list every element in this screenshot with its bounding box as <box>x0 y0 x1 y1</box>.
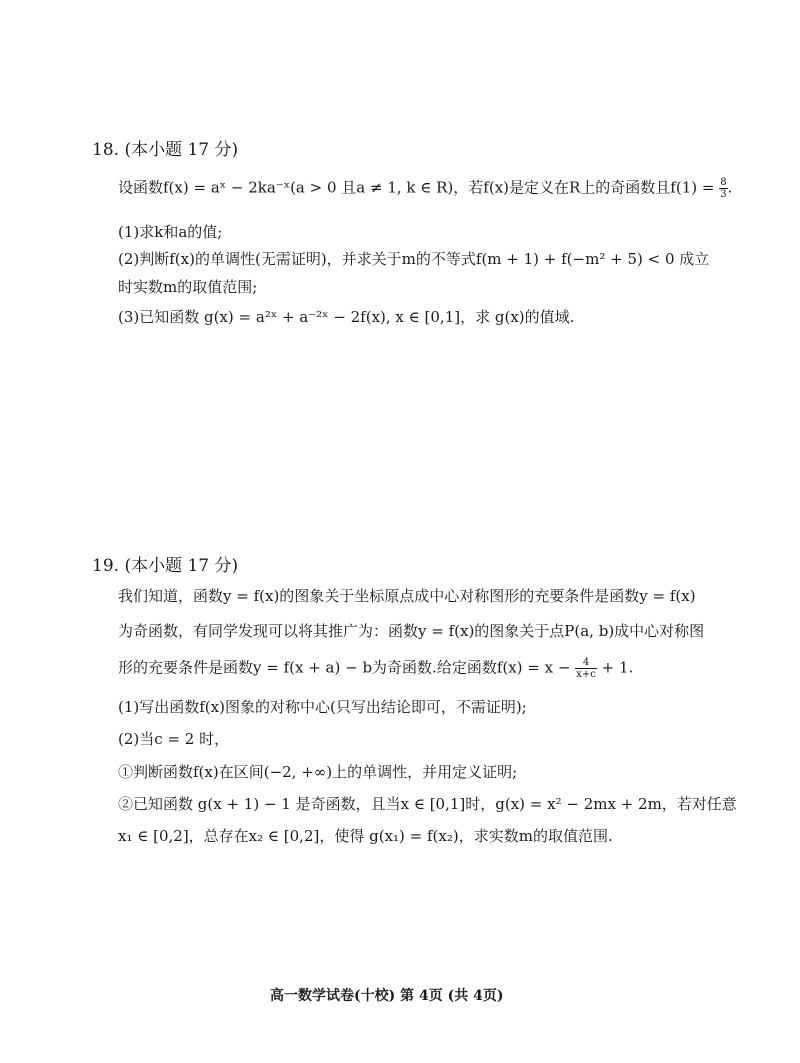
q19-fraction <box>575 657 597 680</box>
q18-frac-den: 3 <box>720 189 727 200</box>
q19-para-line3-pre: 形的充要条件是函数y = f(x + a) − b为奇函数.给定函数f(x) = x − <box>118 658 571 677</box>
q18-frac-num: 8 <box>720 177 727 188</box>
q18-stem-text: 设函数f(x) = aˣ − 2ka⁻ˣ(a > 0 且a ≠ 1, k ∈ R)，若f(x)是定义在R上的奇函数且f(1) = <box>118 178 715 197</box>
page-footer: 高一数学试卷(十校) 第 4页 (共 4页) <box>270 988 504 1004</box>
q19-title: 19. (本小题 17 分) <box>92 556 239 576</box>
q18-part1: (1)求k和a的值; <box>118 223 223 241</box>
q19-frac-den: x+c <box>576 669 596 680</box>
q19-sub2-line2: x₁ ∈ [0,2]，总存在x₂ ∈ [0,2]，使得 g(x₁) = f(x₂)，求实数m的取值范围. <box>118 827 613 845</box>
q19-para-line2: 为奇函数，有同学发现可以将其推广为：函数y = f(x)的图象关于点P(a, b)成中心对称图 <box>118 622 705 640</box>
q19-sub1: ①判断函数f(x)在区间(−2, +∞)上的单调性，并用定义证明; <box>118 763 518 781</box>
q19-para-line3-post: + 1. <box>601 658 634 677</box>
q19-part1: (1)写出函数f(x)图象的对称中心(只写出结论即可，不需证明); <box>118 698 527 716</box>
q18-title: 18. (本小题 17 分) <box>92 140 239 160</box>
q18-stem-fraction <box>719 177 727 200</box>
q18-part2-line1: (2)判断f(x)的单调性(无需证明)，并求关于m的不等式f(m + 1) + f(−m² + 5) < 0 成立 <box>118 250 710 268</box>
q18-part3: (3)已知函数 g(x) = a²ˣ + a⁻²ˣ − 2f(x), x ∈ [0,1]，求 g(x)的值域. <box>118 308 575 326</box>
q19-para-line3 <box>118 657 633 680</box>
q19-sub2-line1: ②已知函数 g(x + 1) − 1 是奇函数，且当x ∈ [0,1]时，g(x) = x² − 2mx + 2m，若对任意 <box>118 795 737 813</box>
q18-stem-end: . <box>727 178 733 197</box>
q18-part2-line2: 时实数m的取值范围; <box>118 278 258 296</box>
q19-frac-num: 4 <box>575 657 597 669</box>
q18-stem <box>118 177 732 200</box>
q19-para-line1: 我们知道，函数y = f(x)的图象关于坐标原点成中心对称图形的充要条件是函数y = f(x) <box>118 587 696 605</box>
q19-part2: (2)当c = 2 时， <box>118 730 230 748</box>
